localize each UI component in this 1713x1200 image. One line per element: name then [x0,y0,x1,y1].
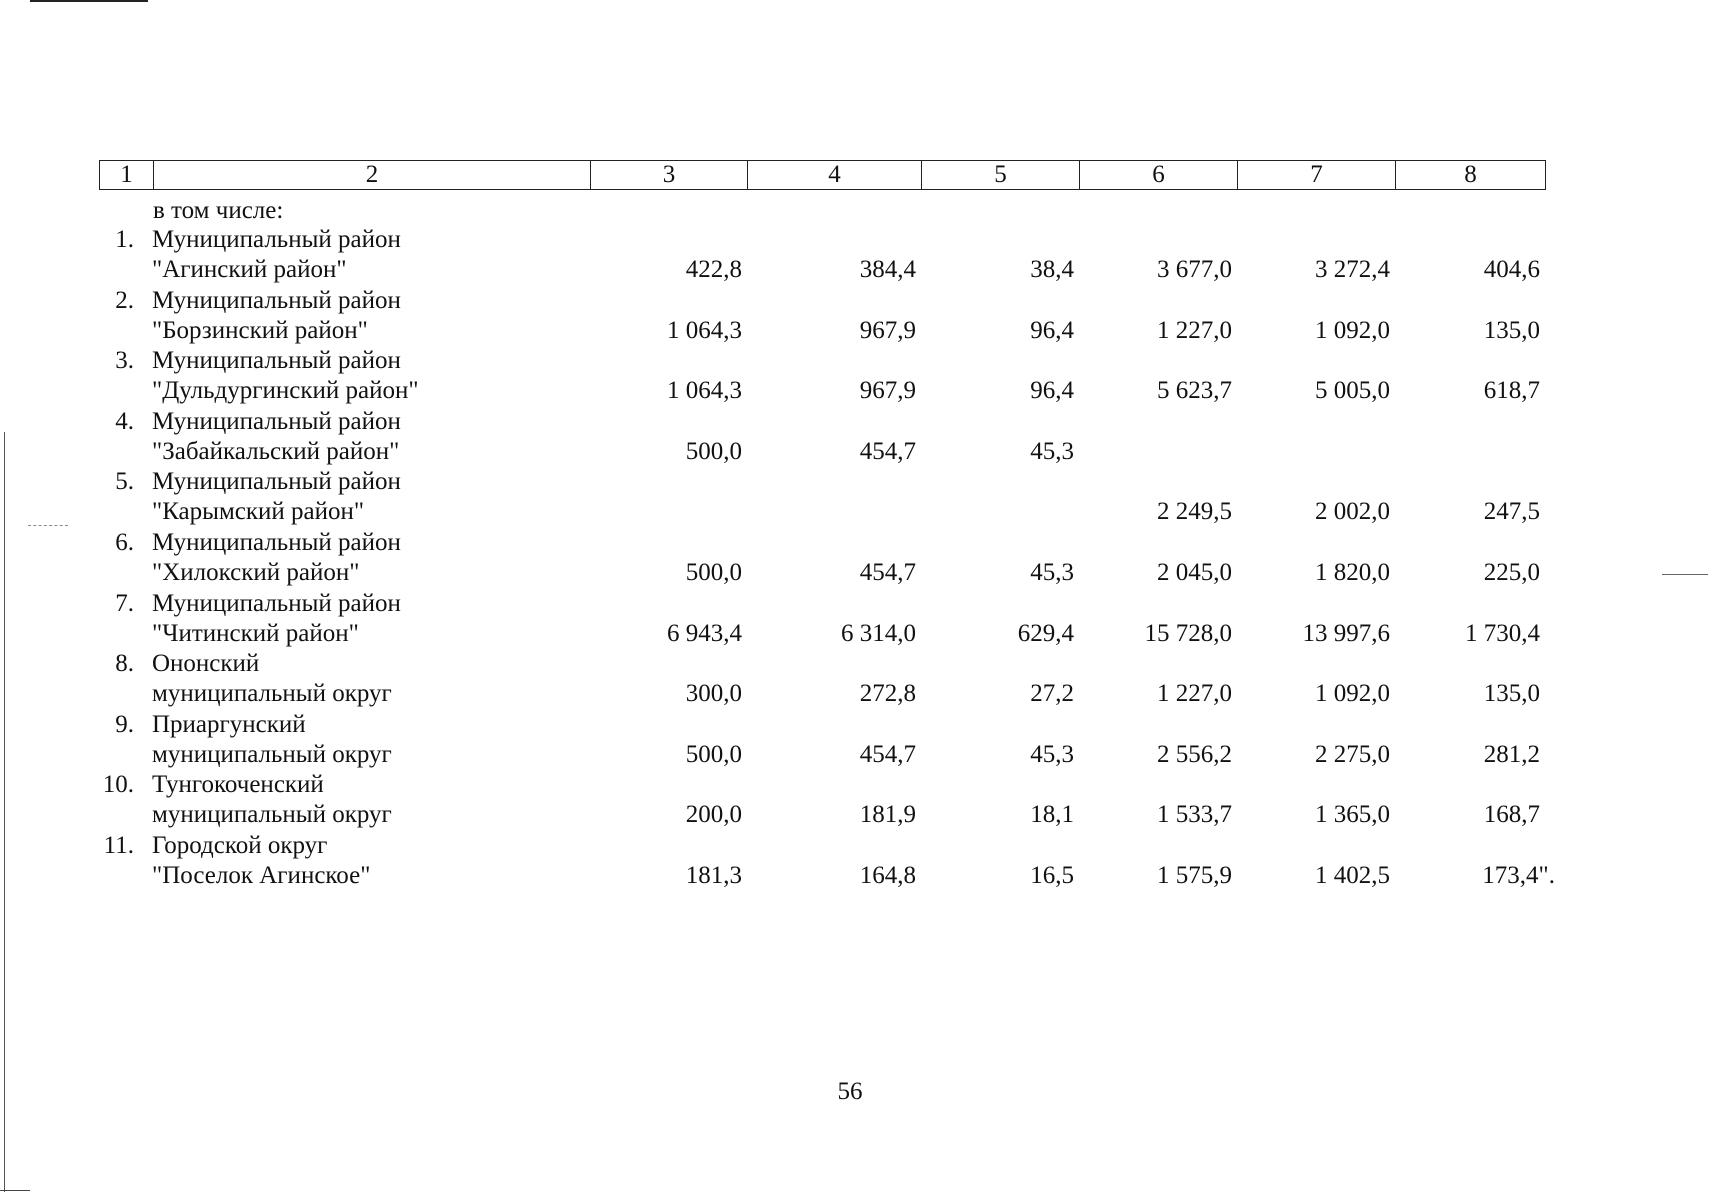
header-cell-2: 2 [154,161,591,190]
header-cell-8: 8 [1396,161,1546,190]
row-name-line-2: муниципальный округ [152,680,392,708]
row-number: 4. [115,407,134,435]
table-row [0,649,1713,709]
value-cell-3: 500,0 [685,559,742,586]
header-cell-6: 6 [1080,161,1238,190]
value-cell-8: 1 730,4 [1465,619,1540,647]
header-cell-1: 1 [100,161,154,190]
row-name-line-1: Муниципальный район [152,407,401,435]
table-row [0,467,1713,527]
table-row [0,407,1713,467]
row-name-line-1: Приаргунский [152,710,306,738]
row-number: 10. [102,771,134,799]
value-cell-3: 6 943,4 [667,619,742,647]
row-name-line-2: муниципальный округ [152,801,392,829]
table-row [0,770,1713,830]
header-cell-7: 7 [1238,161,1396,190]
value-cell-3: 422,8 [685,256,742,283]
value-cell-8: 247,5 [1483,498,1540,526]
value-cell-7: 1 365,0 [1315,801,1390,829]
row-name-line-2: "Читинский район" [152,619,359,647]
table-row [0,286,1713,346]
value-cell-5: 38,4 [1030,256,1074,283]
value-cell-8: 168,7 [1483,801,1540,829]
table-row [0,589,1713,649]
value-cell-6: 2 045,0 [1157,559,1232,586]
value-cell-8: 225,0 [1483,559,1540,586]
value-cell-7: 2 275,0 [1315,740,1390,768]
value-cell-8: 404,6 [1483,256,1540,283]
row-name-line-1: Тунгокоченский [152,771,324,799]
row-name-line-2: "Забайкальский район" [152,437,400,465]
value-cell-8: 135,0 [1483,316,1540,344]
row-name-line-2: "Агинский район" [152,256,347,283]
page-number: 56 [837,1078,863,1105]
value-cell-7: 1 092,0 [1315,316,1390,344]
value-cell-4: 454,7 [859,559,916,586]
column-number-header [99,160,1546,190]
value-cell-8: 173,4". [1482,862,1555,889]
value-cell-7: 3 272,4 [1315,256,1390,283]
value-cell-7: 1 820,0 [1315,559,1390,586]
value-cell-5: 18,1 [1030,801,1074,829]
row-number: 3. [115,347,134,375]
value-cell-4: 6 314,0 [841,619,916,647]
row-name-line-2: "Карымский район" [152,498,365,526]
row-name-line-2: "Дульдургинский район" [152,377,419,405]
scan-artifact-top-line [30,0,148,2]
header-cell-4: 4 [748,161,922,190]
value-cell-3: 500,0 [685,740,742,768]
value-cell-5: 629,4 [1017,619,1074,647]
value-cell-7: 5 005,0 [1315,377,1390,405]
value-cell-5: 45,3 [1030,437,1074,465]
value-cell-7: 1 092,0 [1315,680,1390,708]
value-cell-6: 15 728,0 [1144,619,1232,647]
row-name-line-1: Муниципальный район [152,286,401,314]
row-number: 11. [103,832,134,859]
value-cell-5: 45,3 [1030,559,1074,586]
row-number: 8. [115,650,134,678]
row-name-line-1: Муниципальный район [152,529,401,556]
row-number: 5. [115,468,134,496]
value-cell-7: 13 997,6 [1302,619,1390,647]
table-row [0,710,1713,770]
value-cell-6: 1 227,0 [1157,316,1232,344]
header-cell-3: 3 [591,161,748,190]
value-cell-4: 272,8 [859,680,916,708]
row-name-line-2: "Хилокский район" [152,559,360,586]
row-name-line-2: муниципальный округ [152,740,392,768]
value-cell-6: 2 249,5 [1157,498,1232,526]
value-cell-3: 500,0 [685,437,742,465]
value-cell-5: 96,4 [1030,377,1074,405]
row-number: 2. [115,286,134,314]
value-cell-6: 2 556,2 [1157,740,1232,768]
value-cell-5: 16,5 [1030,862,1074,889]
value-cell-3: 300,0 [685,680,742,708]
value-cell-3: 1 064,3 [667,377,742,405]
row-name-line-1: Муниципальный район [152,347,401,375]
intro-label: в том числе: [153,197,284,224]
table-row [0,528,1713,588]
header-cell-5: 5 [922,161,1080,190]
row-number: 7. [115,589,134,617]
value-cell-4: 454,7 [859,437,916,465]
value-cell-6: 3 677,0 [1157,256,1232,283]
table-row [0,225,1713,285]
value-cell-5: 96,4 [1030,316,1074,344]
value-cell-3: 200,0 [685,801,742,829]
row-name-line-1: Ононский [152,650,260,678]
value-cell-6: 1 533,7 [1157,801,1232,829]
table-row [0,831,1713,891]
value-cell-4: 181,9 [859,801,916,829]
row-name-line-1: Муниципальный район [152,226,401,253]
value-cell-8: 618,7 [1483,377,1540,405]
row-number: 9. [115,710,134,738]
row-name-line-1: Муниципальный район [152,468,401,496]
row-name-line-2: "Поселок Агинское" [152,862,371,889]
value-cell-6: 1 227,0 [1157,680,1232,708]
value-cell-7: 1 402,5 [1315,862,1390,889]
value-cell-4: 164,8 [859,862,916,889]
value-cell-4: 967,9 [859,377,916,405]
value-cell-4: 384,4 [859,256,916,283]
value-cell-5: 27,2 [1030,680,1074,708]
row-name-line-1: Муниципальный район [152,589,401,617]
value-cell-6: 5 623,7 [1157,377,1232,405]
value-cell-6: 1 575,9 [1157,862,1232,889]
value-cell-4: 967,9 [859,316,916,344]
row-name-line-1: Городской округ [152,832,328,859]
value-cell-3: 181,3 [685,862,742,889]
value-cell-8: 135,0 [1483,680,1540,708]
value-cell-8: 281,2 [1483,740,1540,768]
header-row [100,161,1546,190]
scan-artifact-bottom-line [0,1190,30,1191]
value-cell-7: 2 002,0 [1315,498,1390,526]
row-number: 6. [115,529,134,556]
row-number: 1. [115,226,134,253]
value-cell-3: 1 064,3 [667,316,742,344]
row-name-line-2: "Борзинский район" [152,316,368,344]
value-cell-4: 454,7 [859,740,916,768]
value-cell-5: 45,3 [1030,740,1074,768]
table-row [0,346,1713,406]
